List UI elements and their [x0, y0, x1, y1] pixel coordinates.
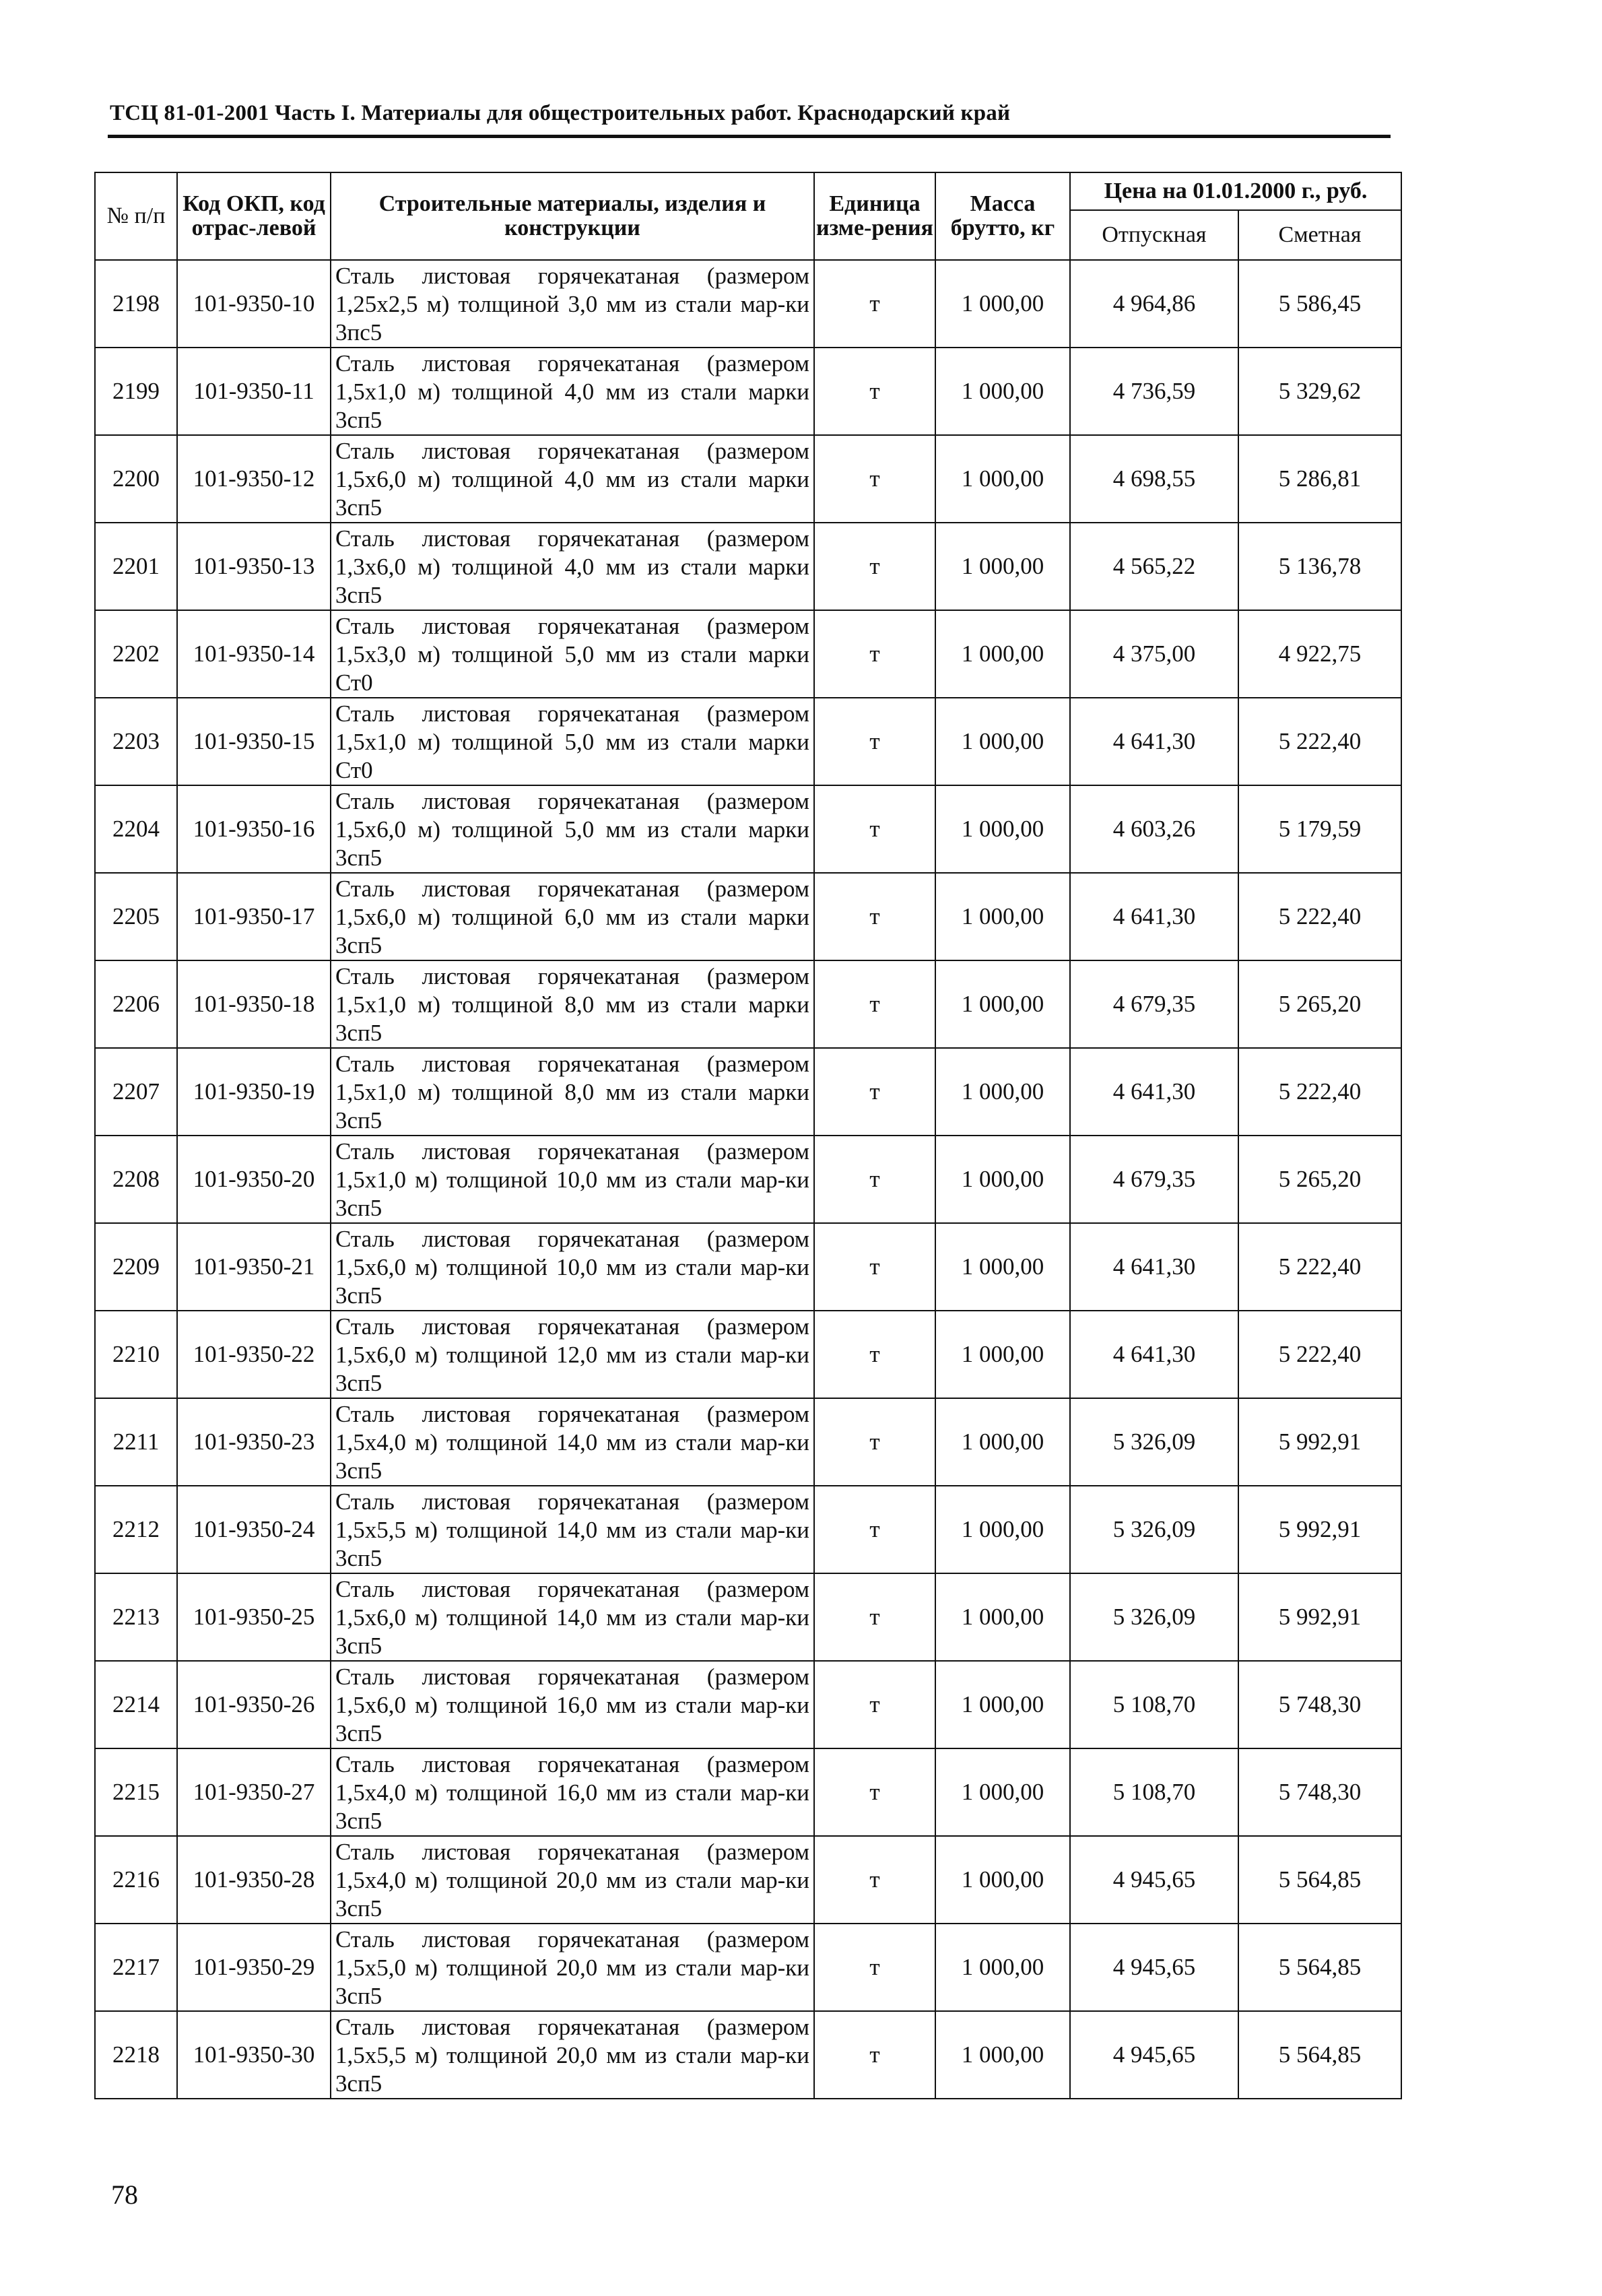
row-number: 2213	[95, 1573, 177, 1661]
row-number: 2207	[95, 1048, 177, 1136]
table-row	[95, 435, 1401, 523]
row-code: 101-9350-18	[177, 960, 331, 1048]
row-unit: т	[814, 1398, 935, 1486]
row-unit: т	[814, 2011, 935, 2099]
row-price-estimate: 5 748,30	[1238, 1661, 1401, 1748]
row-number: 2200	[95, 435, 177, 523]
row-code: 101-9350-17	[177, 873, 331, 960]
row-price-release: 4 945,65	[1070, 1924, 1238, 2011]
row-price-release: 4 964,86	[1070, 260, 1238, 348]
row-number: 2215	[95, 1748, 177, 1836]
row-price-release: 5 326,09	[1070, 1573, 1238, 1661]
row-unit: т	[814, 1836, 935, 1924]
row-price-release: 4 565,22	[1070, 523, 1238, 610]
row-code: 101-9350-12	[177, 435, 331, 523]
row-unit: т	[814, 435, 935, 523]
row-number: 2203	[95, 698, 177, 785]
row-code: 101-9350-16	[177, 785, 331, 873]
header-name: Строительные материалы, изделия и конструкции	[331, 172, 814, 260]
row-price-estimate: 5 992,91	[1238, 1573, 1401, 1661]
row-code: 101-9350-10	[177, 260, 331, 348]
row-mass: 1 000,00	[935, 1486, 1070, 1573]
row-price-estimate: 5 222,40	[1238, 1311, 1401, 1398]
table-row	[95, 1573, 1401, 1661]
row-price-estimate: 5 329,62	[1238, 348, 1401, 435]
row-price-estimate: 5 179,59	[1238, 785, 1401, 873]
row-code: 101-9350-20	[177, 1136, 331, 1223]
row-price-estimate: 5 265,20	[1238, 1136, 1401, 1223]
row-code: 101-9350-26	[177, 1661, 331, 1748]
row-price-release: 4 641,30	[1070, 1223, 1238, 1311]
row-price-estimate: 5 136,78	[1238, 523, 1401, 610]
row-description: Сталь листовая горячекатаная (размером 1,3х6,0 м) толщиной 4,0 мм из стали марки 3сп5	[331, 523, 814, 610]
table-row	[95, 348, 1401, 435]
row-mass: 1 000,00	[935, 523, 1070, 610]
row-number: 2218	[95, 2011, 177, 2099]
row-number: 2201	[95, 523, 177, 610]
row-description: Сталь листовая горячекатаная (размером 1,5х6,0 м) толщиной 5,0 мм из стали марки 3сп5	[331, 785, 814, 873]
row-price-release: 5 108,70	[1070, 1661, 1238, 1748]
row-unit: т	[814, 523, 935, 610]
row-description: Сталь листовая горячекатаная (размером 1,5х5,0 м) толщиной 20,0 мм из стали мар-ки 3сп5	[331, 1924, 814, 2011]
row-number: 2216	[95, 1836, 177, 1924]
row-mass: 1 000,00	[935, 1661, 1070, 1748]
row-unit: т	[814, 1748, 935, 1836]
row-price-release: 4 698,55	[1070, 435, 1238, 523]
row-price-release: 4 603,26	[1070, 785, 1238, 873]
row-mass: 1 000,00	[935, 960, 1070, 1048]
table-row	[95, 1398, 1401, 1486]
table-row	[95, 1836, 1401, 1924]
row-price-estimate: 5 222,40	[1238, 873, 1401, 960]
header-num: № п/п	[95, 172, 177, 260]
row-description: Сталь листовая горячекатаная (размером 1,5х1,0 м) толщиной 5,0 мм из стали марки Ст0	[331, 698, 814, 785]
row-unit: т	[814, 1136, 935, 1223]
table-row	[95, 1661, 1401, 1748]
row-description: Сталь листовая горячекатаная (размером 1,5х1,0 м) толщиной 8,0 мм из стали марки 3сп5	[331, 960, 814, 1048]
row-unit: т	[814, 260, 935, 348]
row-number: 2205	[95, 873, 177, 960]
row-unit: т	[814, 1573, 935, 1661]
row-code: 101-9350-14	[177, 610, 331, 698]
row-price-estimate: 5 564,85	[1238, 1924, 1401, 2011]
row-number: 2214	[95, 1661, 177, 1748]
row-mass: 1 000,00	[935, 1223, 1070, 1311]
row-mass: 1 000,00	[935, 873, 1070, 960]
row-price-release: 4 945,65	[1070, 2011, 1238, 2099]
row-mass: 1 000,00	[935, 698, 1070, 785]
row-unit: т	[814, 1486, 935, 1573]
row-number: 2217	[95, 1924, 177, 2011]
row-description: Сталь листовая горячекатаная (размером 1,5х6,0 м) толщиной 12,0 мм из стали мар-ки 3сп5	[331, 1311, 814, 1398]
row-mass: 1 000,00	[935, 1398, 1070, 1486]
row-code: 101-9350-13	[177, 523, 331, 610]
row-code: 101-9350-29	[177, 1924, 331, 2011]
header-mass: Масса брутто, кг	[935, 172, 1070, 260]
row-price-estimate: 5 992,91	[1238, 1398, 1401, 1486]
row-code: 101-9350-30	[177, 2011, 331, 2099]
row-number: 2206	[95, 960, 177, 1048]
row-price-release: 4 945,65	[1070, 1836, 1238, 1924]
table-row	[95, 2011, 1401, 2099]
row-unit: т	[814, 1661, 935, 1748]
row-description: Сталь листовая горячекатаная (размером 1,5х4,0 м) толщиной 20,0 мм из стали мар-ки 3сп5	[331, 1836, 814, 1924]
row-price-estimate: 5 564,85	[1238, 1836, 1401, 1924]
row-description: Сталь листовая горячекатаная (размером 1,5х6,0 м) толщиной 6,0 мм из стали марки 3сп5	[331, 873, 814, 960]
table-row	[95, 1048, 1401, 1136]
row-description: Сталь листовая горячекатаная (размером 1,25х2,5 м) толщиной 3,0 мм из стали мар-ки 3пс5	[331, 260, 814, 348]
table-row	[95, 1924, 1401, 2011]
row-number: 2204	[95, 785, 177, 873]
row-price-release: 5 326,09	[1070, 1486, 1238, 1573]
row-description: Сталь листовая горячекатаная (размером 1,5х6,0 м) толщиной 16,0 мм из стали мар-ки 3сп5	[331, 1661, 814, 1748]
row-mass: 1 000,00	[935, 1924, 1070, 2011]
table-row	[95, 1136, 1401, 1223]
row-price-release: 4 736,59	[1070, 348, 1238, 435]
row-price-estimate: 5 222,40	[1238, 1223, 1401, 1311]
row-mass: 1 000,00	[935, 785, 1070, 873]
header-price-estimate: Сметная	[1238, 210, 1401, 260]
row-price-release: 4 641,30	[1070, 1048, 1238, 1136]
row-code: 101-9350-25	[177, 1573, 331, 1661]
row-code: 101-9350-28	[177, 1836, 331, 1924]
table-row	[95, 260, 1401, 348]
row-number: 2198	[95, 260, 177, 348]
table-row	[95, 785, 1401, 873]
header-code: Код ОКП, код отрас-левой	[177, 172, 331, 260]
table-header-row	[95, 172, 1401, 210]
price-table	[94, 172, 1402, 2099]
row-mass: 1 000,00	[935, 1311, 1070, 1398]
row-code: 101-9350-23	[177, 1398, 331, 1486]
row-price-estimate: 5 222,40	[1238, 1048, 1401, 1136]
row-price-estimate: 5 265,20	[1238, 960, 1401, 1048]
header-price-group: Цена на 01.01.2000 г., руб.	[1070, 172, 1401, 210]
header-rule	[108, 135, 1391, 138]
table-row	[95, 1748, 1401, 1836]
row-number: 2199	[95, 348, 177, 435]
row-description: Сталь листовая горячекатаная (размером 1,5х6,0 м) толщиной 14,0 мм из стали мар-ки 3сп5	[331, 1573, 814, 1661]
row-mass: 1 000,00	[935, 260, 1070, 348]
row-description: Сталь листовая горячекатаная (размером 1,5х4,0 м) толщиной 14,0 мм из стали мар-ки 3сп5	[331, 1398, 814, 1486]
row-mass: 1 000,00	[935, 1748, 1070, 1836]
row-price-estimate: 5 564,85	[1238, 2011, 1401, 2099]
row-number: 2212	[95, 1486, 177, 1573]
row-code: 101-9350-27	[177, 1748, 331, 1836]
row-unit: т	[814, 960, 935, 1048]
row-price-release: 4 679,35	[1070, 960, 1238, 1048]
row-number: 2208	[95, 1136, 177, 1223]
header-unit: Единица изме-рения	[814, 172, 935, 260]
row-mass: 1 000,00	[935, 348, 1070, 435]
row-price-release: 5 108,70	[1070, 1748, 1238, 1836]
row-code: 101-9350-19	[177, 1048, 331, 1136]
row-description: Сталь листовая горячекатаная (размером 1,5х6,0 м) толщиной 10,0 мм из стали мар-ки 3сп5	[331, 1223, 814, 1311]
table-row	[95, 960, 1401, 1048]
row-price-estimate: 5 286,81	[1238, 435, 1401, 523]
table-row	[95, 1223, 1401, 1311]
header-price-release: Отпускная	[1070, 210, 1238, 260]
row-mass: 1 000,00	[935, 610, 1070, 698]
row-unit: т	[814, 698, 935, 785]
row-price-estimate: 5 586,45	[1238, 260, 1401, 348]
row-mass: 1 000,00	[935, 1136, 1070, 1223]
table-row	[95, 1311, 1401, 1398]
row-unit: т	[814, 1924, 935, 2011]
table-row	[95, 1486, 1401, 1573]
table-row	[95, 610, 1401, 698]
row-number: 2210	[95, 1311, 177, 1398]
row-unit: т	[814, 610, 935, 698]
row-price-estimate: 4 922,75	[1238, 610, 1401, 698]
row-price-release: 4 679,35	[1070, 1136, 1238, 1223]
row-code: 101-9350-21	[177, 1223, 331, 1311]
row-code: 101-9350-22	[177, 1311, 331, 1398]
row-mass: 1 000,00	[935, 2011, 1070, 2099]
row-price-estimate: 5 748,30	[1238, 1748, 1401, 1836]
row-description: Сталь листовая горячекатаная (размером 1,5х5,5 м) толщиной 14,0 мм из стали мар-ки 3сп5	[331, 1486, 814, 1573]
row-mass: 1 000,00	[935, 435, 1070, 523]
row-mass: 1 000,00	[935, 1048, 1070, 1136]
row-price-release: 5 326,09	[1070, 1398, 1238, 1486]
table-row	[95, 873, 1401, 960]
row-description: Сталь листовая горячекатаная (размером 1,5х6,0 м) толщиной 4,0 мм из стали марки 3сп5	[331, 435, 814, 523]
row-unit: т	[814, 1311, 935, 1398]
row-number: 2209	[95, 1223, 177, 1311]
row-number: 2211	[95, 1398, 177, 1486]
table-body	[95, 260, 1401, 2099]
row-price-release: 4 375,00	[1070, 610, 1238, 698]
row-number: 2202	[95, 610, 177, 698]
row-description: Сталь листовая горячекатаная (размером 1,5х1,0 м) толщиной 4,0 мм из стали марки 3сп5	[331, 348, 814, 435]
row-description: Сталь листовая горячекатаная (размером 1,5х1,0 м) толщиной 10,0 мм из стали мар-ки 3сп5	[331, 1136, 814, 1223]
row-unit: т	[814, 1223, 935, 1311]
row-price-release: 4 641,30	[1070, 873, 1238, 960]
row-code: 101-9350-24	[177, 1486, 331, 1573]
row-unit: т	[814, 1048, 935, 1136]
table-row	[95, 523, 1401, 610]
page-number: 78	[111, 2179, 138, 2210]
row-unit: т	[814, 785, 935, 873]
row-price-estimate: 5 992,91	[1238, 1486, 1401, 1573]
row-mass: 1 000,00	[935, 1836, 1070, 1924]
row-unit: т	[814, 873, 935, 960]
row-price-estimate: 5 222,40	[1238, 698, 1401, 785]
document-header: ТСЦ 81-01-2001 Часть I. Материалы для общестроительных работ. Краснодарский край	[110, 101, 1011, 125]
table-row	[95, 698, 1401, 785]
row-description: Сталь листовая горячекатаная (размером 1,5х5,5 м) толщиной 20,0 мм из стали мар-ки 3сп5	[331, 2011, 814, 2099]
row-description: Сталь листовая горячекатаная (размером 1,5х1,0 м) толщиной 8,0 мм из стали марки 3сп5	[331, 1048, 814, 1136]
row-description: Сталь листовая горячекатаная (размером 1,5х4,0 м) толщиной 16,0 мм из стали мар-ки 3сп5	[331, 1748, 814, 1836]
row-mass: 1 000,00	[935, 1573, 1070, 1661]
row-unit: т	[814, 348, 935, 435]
row-price-release: 4 641,30	[1070, 1311, 1238, 1398]
row-code: 101-9350-15	[177, 698, 331, 785]
row-description: Сталь листовая горячекатаная (размером 1,5х3,0 м) толщиной 5,0 мм из стали марки Ст0	[331, 610, 814, 698]
row-code: 101-9350-11	[177, 348, 331, 435]
row-price-release: 4 641,30	[1070, 698, 1238, 785]
